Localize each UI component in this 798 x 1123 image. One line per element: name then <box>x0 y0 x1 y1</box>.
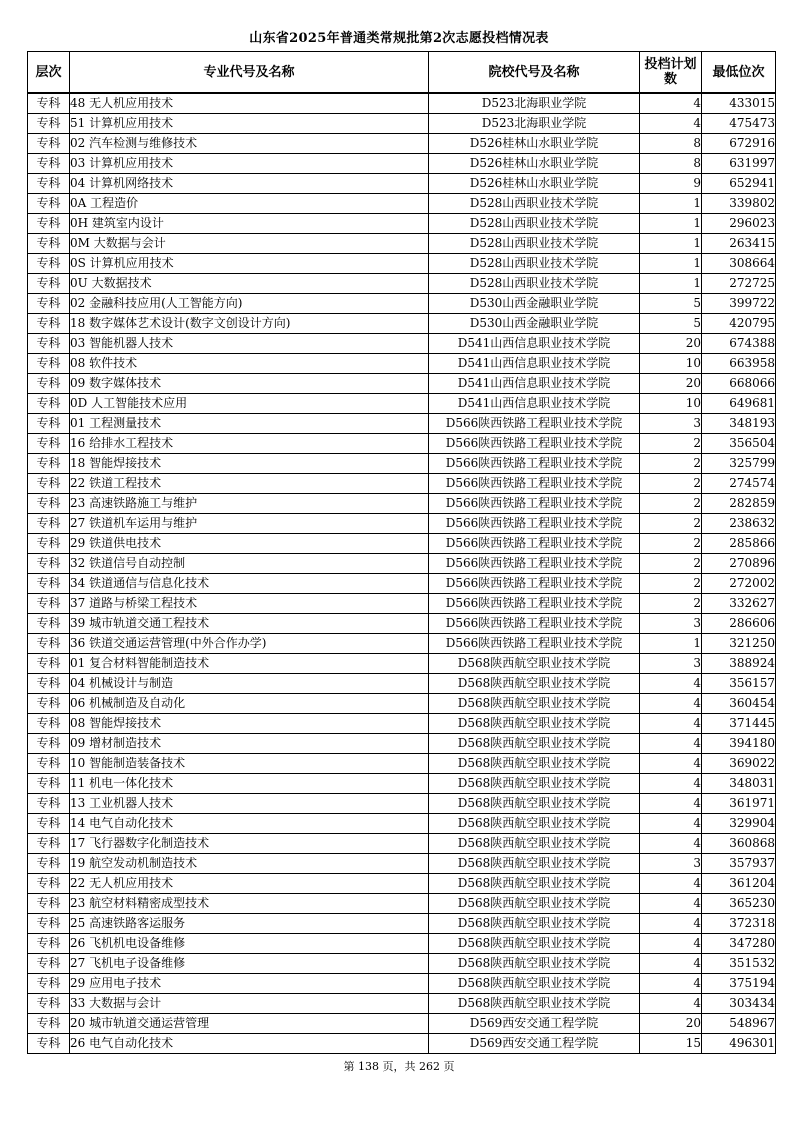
cell-plan: 2 <box>640 454 702 474</box>
cell-rank: 357937 <box>702 854 776 874</box>
cell-level: 专科 <box>28 294 70 314</box>
cell-level: 专科 <box>28 954 70 974</box>
cell-rank: 360868 <box>702 834 776 854</box>
table-row <box>28 734 776 754</box>
cell-rank: 361971 <box>702 794 776 814</box>
table-row <box>28 134 776 154</box>
cell-plan: 4 <box>640 994 702 1014</box>
cell-rank: 303434 <box>702 994 776 1014</box>
cell-major: 0S 计算机应用技术 <box>70 254 429 274</box>
cell-school: D568陕西航空职业技术学院 <box>429 774 640 794</box>
cell-plan: 1 <box>640 194 702 214</box>
cell-plan: 20 <box>640 334 702 354</box>
cell-rank: 348031 <box>702 774 776 794</box>
cell-level: 专科 <box>28 1014 70 1034</box>
cell-rank: 674388 <box>702 334 776 354</box>
cell-plan: 2 <box>640 594 702 614</box>
header-plan: 投档计划数 <box>640 52 702 94</box>
cell-major: 03 智能机器人技术 <box>70 334 429 354</box>
admission-table <box>27 51 776 1054</box>
table-row <box>28 414 776 434</box>
cell-plan: 10 <box>640 354 702 374</box>
cell-level: 专科 <box>28 334 70 354</box>
cell-level: 专科 <box>28 594 70 614</box>
table-row <box>28 154 776 174</box>
cell-major: 10 智能制造装备技术 <box>70 754 429 774</box>
cell-school: D528山西职业技术学院 <box>429 234 640 254</box>
cell-plan: 3 <box>640 654 702 674</box>
cell-rank: 321250 <box>702 634 776 654</box>
cell-rank: 356504 <box>702 434 776 454</box>
cell-major: 33 大数据与会计 <box>70 994 429 1014</box>
cell-rank: 263415 <box>702 234 776 254</box>
cell-school: D568陕西航空职业技术学院 <box>429 794 640 814</box>
cell-rank: 371445 <box>702 714 776 734</box>
cell-level: 专科 <box>28 474 70 494</box>
cell-school: D568陕西航空职业技术学院 <box>429 814 640 834</box>
cell-rank: 496301 <box>702 1034 776 1054</box>
cell-rank: 270896 <box>702 554 776 574</box>
table-row <box>28 474 776 494</box>
cell-school: D568陕西航空职业技术学院 <box>429 874 640 894</box>
cell-level: 专科 <box>28 914 70 934</box>
cell-school: D566陕西铁路工程职业技术学院 <box>429 454 640 474</box>
table-row <box>28 1034 776 1054</box>
cell-level: 专科 <box>28 174 70 194</box>
cell-school: D566陕西铁路工程职业技术学院 <box>429 594 640 614</box>
cell-major: 26 电气自动化技术 <box>70 1034 429 1054</box>
cell-major: 16 给排水工程技术 <box>70 434 429 454</box>
cell-plan: 3 <box>640 854 702 874</box>
cell-major: 08 智能焊接技术 <box>70 714 429 734</box>
cell-level: 专科 <box>28 274 70 294</box>
cell-level: 专科 <box>28 234 70 254</box>
table-row <box>28 754 776 774</box>
cell-level: 专科 <box>28 534 70 554</box>
header-school: 院校代号及名称 <box>429 52 640 94</box>
cell-major: 0D 人工智能技术应用 <box>70 394 429 414</box>
cell-plan: 4 <box>640 794 702 814</box>
cell-level: 专科 <box>28 434 70 454</box>
cell-major: 04 机械设计与制造 <box>70 674 429 694</box>
cell-major: 29 应用电子技术 <box>70 974 429 994</box>
cell-school: D569西安交通工程学院 <box>429 1034 640 1054</box>
cell-school: D566陕西铁路工程职业技术学院 <box>429 534 640 554</box>
cell-school: D566陕西铁路工程职业技术学院 <box>429 614 640 634</box>
cell-major: 51 计算机应用技术 <box>70 114 429 134</box>
cell-major: 32 铁道信号自动控制 <box>70 554 429 574</box>
table-row <box>28 514 776 534</box>
cell-school: D566陕西铁路工程职业技术学院 <box>429 474 640 494</box>
page-title: 山东省2025年普通类常规批第2次志愿投档情况表 <box>249 31 549 46</box>
cell-major: 11 机电一体化技术 <box>70 774 429 794</box>
table-row <box>28 234 776 254</box>
table-row <box>28 874 776 894</box>
table-row <box>28 634 776 654</box>
cell-level: 专科 <box>28 754 70 774</box>
cell-rank: 339802 <box>702 194 776 214</box>
table-row <box>28 194 776 214</box>
cell-rank: 348193 <box>702 414 776 434</box>
cell-plan: 2 <box>640 534 702 554</box>
cell-level: 专科 <box>28 894 70 914</box>
cell-level: 专科 <box>28 114 70 134</box>
cell-plan: 4 <box>640 694 702 714</box>
cell-school: D566陕西铁路工程职业技术学院 <box>429 494 640 514</box>
cell-rank: 351532 <box>702 954 776 974</box>
cell-major: 01 工程测量技术 <box>70 414 429 434</box>
cell-rank: 649681 <box>702 394 776 414</box>
cell-level: 专科 <box>28 1034 70 1054</box>
cell-rank: 361204 <box>702 874 776 894</box>
table-row <box>28 494 776 514</box>
cell-plan: 4 <box>640 934 702 954</box>
cell-rank: 325799 <box>702 454 776 474</box>
cell-major: 34 铁道通信与信息化技术 <box>70 574 429 594</box>
cell-plan: 4 <box>640 874 702 894</box>
cell-school: D568陕西航空职业技术学院 <box>429 754 640 774</box>
cell-plan: 4 <box>640 834 702 854</box>
cell-rank: 365230 <box>702 894 776 914</box>
cell-major: 48 无人机应用技术 <box>70 93 429 114</box>
table-row <box>28 274 776 294</box>
table-row <box>28 114 776 134</box>
cell-plan: 3 <box>640 614 702 634</box>
cell-rank: 420795 <box>702 314 776 334</box>
table-row <box>28 554 776 574</box>
cell-major: 19 航空发动机制造技术 <box>70 854 429 874</box>
table-row <box>28 214 776 234</box>
cell-rank: 652941 <box>702 174 776 194</box>
cell-major: 01 复合材料智能制造技术 <box>70 654 429 674</box>
table-row <box>28 794 776 814</box>
cell-level: 专科 <box>28 674 70 694</box>
cell-level: 专科 <box>28 254 70 274</box>
cell-school: D541山西信息职业技术学院 <box>429 334 640 354</box>
cell-level: 专科 <box>28 714 70 734</box>
cell-school: D568陕西航空职业技术学院 <box>429 994 640 1014</box>
cell-school: D568陕西航空职业技术学院 <box>429 974 640 994</box>
cell-rank: 356157 <box>702 674 776 694</box>
cell-rank: 672916 <box>702 134 776 154</box>
table-row <box>28 594 776 614</box>
cell-school: D566陕西铁路工程职业技术学院 <box>429 554 640 574</box>
cell-plan: 4 <box>640 814 702 834</box>
cell-plan: 4 <box>640 754 702 774</box>
table-row <box>28 534 776 554</box>
cell-major: 02 金融科技应用(人工智能方向) <box>70 294 429 314</box>
cell-rank: 296023 <box>702 214 776 234</box>
cell-level: 专科 <box>28 134 70 154</box>
cell-plan: 4 <box>640 734 702 754</box>
cell-plan: 4 <box>640 774 702 794</box>
cell-rank: 238632 <box>702 514 776 534</box>
cell-level: 专科 <box>28 394 70 414</box>
cell-school: D530山西金融职业学院 <box>429 294 640 314</box>
cell-level: 专科 <box>28 414 70 434</box>
cell-school: D528山西职业技术学院 <box>429 194 640 214</box>
cell-major: 23 高速铁路施工与维护 <box>70 494 429 514</box>
cell-school: D526桂林山水职业学院 <box>429 174 640 194</box>
cell-plan: 15 <box>640 1034 702 1054</box>
cell-major: 0A 工程造价 <box>70 194 429 214</box>
cell-major: 14 电气自动化技术 <box>70 814 429 834</box>
cell-rank: 286606 <box>702 614 776 634</box>
cell-school: D568陕西航空职业技术学院 <box>429 714 640 734</box>
cell-rank: 282859 <box>702 494 776 514</box>
cell-school: D568陕西航空职业技术学院 <box>429 894 640 914</box>
cell-major: 22 无人机应用技术 <box>70 874 429 894</box>
cell-plan: 2 <box>640 574 702 594</box>
cell-level: 专科 <box>28 994 70 1014</box>
cell-plan: 8 <box>640 154 702 174</box>
cell-rank: 308664 <box>702 254 776 274</box>
cell-school: D541山西信息职业技术学院 <box>429 354 640 374</box>
cell-school: D566陕西铁路工程职业技术学院 <box>429 414 640 434</box>
cell-major: 18 数字媒体艺术设计(数字文创设计方向) <box>70 314 429 334</box>
cell-level: 专科 <box>28 694 70 714</box>
cell-major: 0H 建筑室内设计 <box>70 214 429 234</box>
cell-level: 专科 <box>28 494 70 514</box>
cell-rank: 375194 <box>702 974 776 994</box>
cell-plan: 20 <box>640 374 702 394</box>
cell-school: D568陕西航空职业技术学院 <box>429 834 640 854</box>
cell-major: 26 飞机机电设备维修 <box>70 934 429 954</box>
cell-level: 专科 <box>28 354 70 374</box>
cell-level: 专科 <box>28 574 70 594</box>
cell-plan: 1 <box>640 214 702 234</box>
table-row <box>28 1014 776 1034</box>
cell-major: 0U 大数据技术 <box>70 274 429 294</box>
cell-school: D568陕西航空职业技术学院 <box>429 674 640 694</box>
table-row <box>28 334 776 354</box>
cell-plan: 2 <box>640 474 702 494</box>
cell-level: 专科 <box>28 774 70 794</box>
cell-rank: 433015 <box>702 93 776 114</box>
header-level: 层次 <box>28 52 70 94</box>
cell-rank: 272002 <box>702 574 776 594</box>
cell-rank: 548967 <box>702 1014 776 1034</box>
cell-level: 专科 <box>28 874 70 894</box>
cell-level: 专科 <box>28 734 70 754</box>
table-header-row <box>28 52 776 94</box>
table-row <box>28 834 776 854</box>
cell-major: 06 机械制造及自动化 <box>70 694 429 714</box>
cell-school: D526桂林山水职业学院 <box>429 134 640 154</box>
page-footer: 第 138 页，共 262 页 <box>343 1060 455 1073</box>
cell-plan: 4 <box>640 894 702 914</box>
cell-plan: 5 <box>640 294 702 314</box>
cell-major: 09 数字媒体技术 <box>70 374 429 394</box>
table-row <box>28 174 776 194</box>
table-row <box>28 654 776 674</box>
cell-plan: 2 <box>640 494 702 514</box>
cell-rank: 332627 <box>702 594 776 614</box>
cell-school: D568陕西航空职业技术学院 <box>429 734 640 754</box>
cell-rank: 329904 <box>702 814 776 834</box>
cell-level: 专科 <box>28 814 70 834</box>
cell-plan: 3 <box>640 414 702 434</box>
table-row <box>28 894 776 914</box>
table-row <box>28 614 776 634</box>
cell-school: D523北海职业学院 <box>429 114 640 134</box>
cell-rank: 399722 <box>702 294 776 314</box>
cell-school: D523北海职业学院 <box>429 93 640 114</box>
cell-school: D568陕西航空职业技术学院 <box>429 854 640 874</box>
cell-major: 27 飞机电子设备维修 <box>70 954 429 974</box>
cell-level: 专科 <box>28 454 70 474</box>
cell-school: D541山西信息职业技术学院 <box>429 374 640 394</box>
cell-school: D526桂林山水职业学院 <box>429 154 640 174</box>
table-row <box>28 934 776 954</box>
cell-plan: 4 <box>640 974 702 994</box>
cell-major: 27 铁道机车运用与维护 <box>70 514 429 534</box>
cell-plan: 1 <box>640 274 702 294</box>
cell-school: D568陕西航空职业技术学院 <box>429 954 640 974</box>
cell-rank: 631997 <box>702 154 776 174</box>
table-row <box>28 814 776 834</box>
table-row <box>28 574 776 594</box>
cell-rank: 372318 <box>702 914 776 934</box>
cell-major: 20 城市轨道交通运营管理 <box>70 1014 429 1034</box>
cell-plan: 20 <box>640 1014 702 1034</box>
cell-rank: 475473 <box>702 114 776 134</box>
cell-school: D528山西职业技术学院 <box>429 254 640 274</box>
cell-plan: 9 <box>640 174 702 194</box>
table-row <box>28 714 776 734</box>
cell-school: D566陕西铁路工程职业技术学院 <box>429 634 640 654</box>
cell-major: 36 铁道交通运营管理(中外合作办学) <box>70 634 429 654</box>
cell-level: 专科 <box>28 214 70 234</box>
cell-major: 37 道路与桥梁工程技术 <box>70 594 429 614</box>
cell-major: 03 计算机应用技术 <box>70 154 429 174</box>
cell-school: D566陕西铁路工程职业技术学院 <box>429 574 640 594</box>
cell-major: 0M 大数据与会计 <box>70 234 429 254</box>
cell-plan: 1 <box>640 254 702 274</box>
cell-major: 39 城市轨道交通工程技术 <box>70 614 429 634</box>
header-major: 专业代号及名称 <box>70 52 429 94</box>
table-row <box>28 914 776 934</box>
table-row <box>28 93 776 114</box>
cell-school: D541山西信息职业技术学院 <box>429 394 640 414</box>
cell-level: 专科 <box>28 974 70 994</box>
cell-school: D530山西金融职业学院 <box>429 314 640 334</box>
cell-level: 专科 <box>28 374 70 394</box>
cell-major: 04 计算机网络技术 <box>70 174 429 194</box>
cell-major: 08 软件技术 <box>70 354 429 374</box>
table-row <box>28 294 776 314</box>
cell-plan: 4 <box>640 954 702 974</box>
table-row <box>28 394 776 414</box>
cell-major: 02 汽车检测与维修技术 <box>70 134 429 154</box>
cell-level: 专科 <box>28 654 70 674</box>
cell-plan: 4 <box>640 114 702 134</box>
cell-rank: 272725 <box>702 274 776 294</box>
cell-plan: 1 <box>640 234 702 254</box>
cell-plan: 4 <box>640 674 702 694</box>
cell-major: 13 工业机器人技术 <box>70 794 429 814</box>
cell-level: 专科 <box>28 634 70 654</box>
cell-level: 专科 <box>28 514 70 534</box>
cell-level: 专科 <box>28 194 70 214</box>
cell-plan: 8 <box>640 134 702 154</box>
table-row <box>28 254 776 274</box>
cell-plan: 4 <box>640 93 702 114</box>
cell-major: 18 智能焊接技术 <box>70 454 429 474</box>
table-row <box>28 854 776 874</box>
cell-major: 29 铁道供电技术 <box>70 534 429 554</box>
cell-major: 22 铁道工程技术 <box>70 474 429 494</box>
table-row <box>28 374 776 394</box>
cell-school: D569西安交通工程学院 <box>429 1014 640 1034</box>
table-row <box>28 674 776 694</box>
table-row <box>28 994 776 1014</box>
cell-school: D566陕西铁路工程职业技术学院 <box>429 434 640 454</box>
table-body <box>28 93 776 1054</box>
cell-plan: 10 <box>640 394 702 414</box>
table-row <box>28 434 776 454</box>
cell-rank: 668066 <box>702 374 776 394</box>
cell-plan: 4 <box>640 714 702 734</box>
cell-level: 专科 <box>28 154 70 174</box>
cell-rank: 394180 <box>702 734 776 754</box>
cell-level: 专科 <box>28 554 70 574</box>
cell-school: D568陕西航空职业技术学院 <box>429 914 640 934</box>
cell-plan: 5 <box>640 314 702 334</box>
cell-level: 专科 <box>28 834 70 854</box>
cell-plan: 1 <box>640 634 702 654</box>
cell-plan: 4 <box>640 914 702 934</box>
cell-major: 09 增材制造技术 <box>70 734 429 754</box>
cell-plan: 2 <box>640 514 702 534</box>
cell-rank: 360454 <box>702 694 776 714</box>
cell-level: 专科 <box>28 794 70 814</box>
cell-school: D566陕西铁路工程职业技术学院 <box>429 514 640 534</box>
cell-level: 专科 <box>28 614 70 634</box>
cell-major: 25 高速铁路客运服务 <box>70 914 429 934</box>
cell-major: 17 飞行器数字化制造技术 <box>70 834 429 854</box>
cell-school: D528山西职业技术学院 <box>429 274 640 294</box>
header-rank: 最低位次 <box>702 52 776 94</box>
table-row <box>28 354 776 374</box>
cell-school: D568陕西航空职业技术学院 <box>429 694 640 714</box>
table-row <box>28 954 776 974</box>
cell-rank: 388924 <box>702 654 776 674</box>
table-row <box>28 454 776 474</box>
cell-level: 专科 <box>28 854 70 874</box>
cell-major: 23 航空材料精密成型技术 <box>70 894 429 914</box>
cell-rank: 347280 <box>702 934 776 954</box>
cell-school: D568陕西航空职业技术学院 <box>429 654 640 674</box>
cell-plan: 2 <box>640 554 702 574</box>
table-row <box>28 774 776 794</box>
cell-level: 专科 <box>28 93 70 114</box>
cell-rank: 663958 <box>702 354 776 374</box>
table-row <box>28 314 776 334</box>
cell-rank: 285866 <box>702 534 776 554</box>
cell-rank: 369022 <box>702 754 776 774</box>
cell-plan: 2 <box>640 434 702 454</box>
cell-level: 专科 <box>28 314 70 334</box>
table-row <box>28 974 776 994</box>
cell-rank: 274574 <box>702 474 776 494</box>
table-row <box>28 694 776 714</box>
cell-school: D528山西职业技术学院 <box>429 214 640 234</box>
cell-level: 专科 <box>28 934 70 954</box>
cell-school: D568陕西航空职业技术学院 <box>429 934 640 954</box>
